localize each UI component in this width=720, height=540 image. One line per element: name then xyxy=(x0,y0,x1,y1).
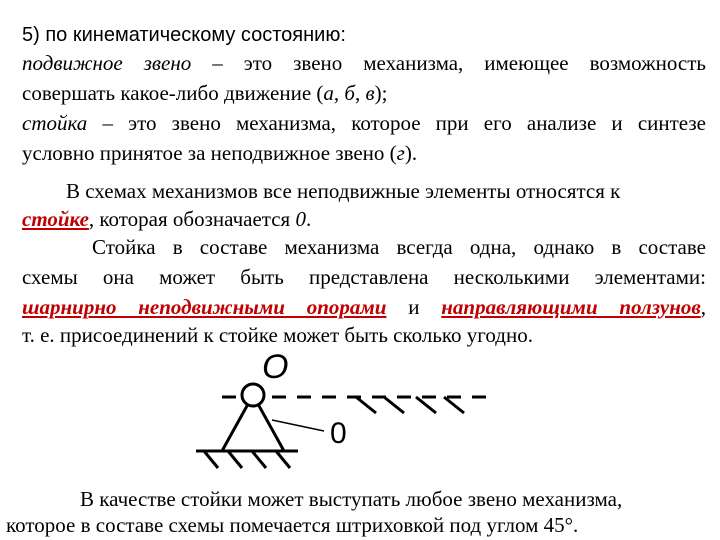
definition-text: совершать какое-либо движение ( xyxy=(22,81,324,105)
ground-hatch xyxy=(252,451,266,468)
highlight-fixed-hinge-supports: шарнирно неподвижными опорами xyxy=(22,295,387,319)
frame-count-line2: схемы она может быть представлена несколькими элементами: xyxy=(22,265,706,289)
figure-ref-a: а xyxy=(323,81,334,105)
leader-line xyxy=(272,420,324,431)
definition-text: ); xyxy=(374,81,388,105)
figure-ref-b: б xyxy=(344,81,355,105)
frame-paragraph-text: , которая обозначается xyxy=(88,207,296,231)
closing-line2: которое в составе схемы помечается штриховкой под углом 45°. xyxy=(6,513,579,537)
definition-frame-line1 xyxy=(22,110,706,136)
frame-highlight-term: стойке xyxy=(22,207,89,231)
frame-paragraph-line2 xyxy=(22,206,311,232)
frame-paragraph-text: . xyxy=(305,207,312,231)
term-frame: стойка xyxy=(22,111,88,135)
frame-symbols-diagram xyxy=(180,350,500,480)
guide-hatch xyxy=(416,397,436,413)
guide-hatch xyxy=(384,397,404,413)
frame-count-line3 xyxy=(22,294,706,320)
hinge-circle xyxy=(242,384,264,406)
separator: , xyxy=(333,81,345,105)
definition-frame-text: – это звено механизма, которое при его анализе и синтезе xyxy=(87,111,706,135)
frame-symbol-zero: 0 xyxy=(295,207,306,231)
ground-hatch xyxy=(228,451,242,468)
figure-ref-g: г xyxy=(396,141,405,165)
conjunction: и xyxy=(386,295,442,319)
definition-frame-line2 xyxy=(22,140,417,166)
ground-hatch xyxy=(276,451,290,468)
label-frame-zero: 0 xyxy=(330,417,347,450)
definition-movable-link-line1 xyxy=(22,50,706,76)
punctuation: , xyxy=(700,295,706,319)
frame-paragraph-line1: В схемах механизмов все неподвижные элементы относятся к xyxy=(66,179,621,203)
definition-movable-link-text: – это звено механизма, имеющее возможность xyxy=(191,51,706,75)
section-heading: 5) по кинематическому состоянию: xyxy=(22,24,346,46)
guide-hatch xyxy=(444,397,464,413)
separator: , xyxy=(354,81,366,105)
definition-movable-link-line2 xyxy=(22,80,387,106)
guide-hatch xyxy=(356,397,376,413)
figure-ref-v: в xyxy=(365,81,375,105)
highlight-slider-guides: направляющими ползунов xyxy=(441,295,701,319)
ground-hatch xyxy=(204,451,218,468)
frame-count-line1: Стойка в составе механизма всегда одна, однако в составе xyxy=(92,235,706,259)
label-joint-o: O xyxy=(262,350,289,386)
term-movable-link: подвижное звено xyxy=(22,51,192,75)
frame-count-line4: т. е. присоединений к стойке может быть сколько угодно. xyxy=(22,323,533,347)
closing-line1: В качестве стойки может выступать любое звено механизма, xyxy=(80,487,623,511)
definition-text: ). xyxy=(404,141,418,165)
definition-text: условно принятое за неподвижное звено ( xyxy=(22,141,397,165)
